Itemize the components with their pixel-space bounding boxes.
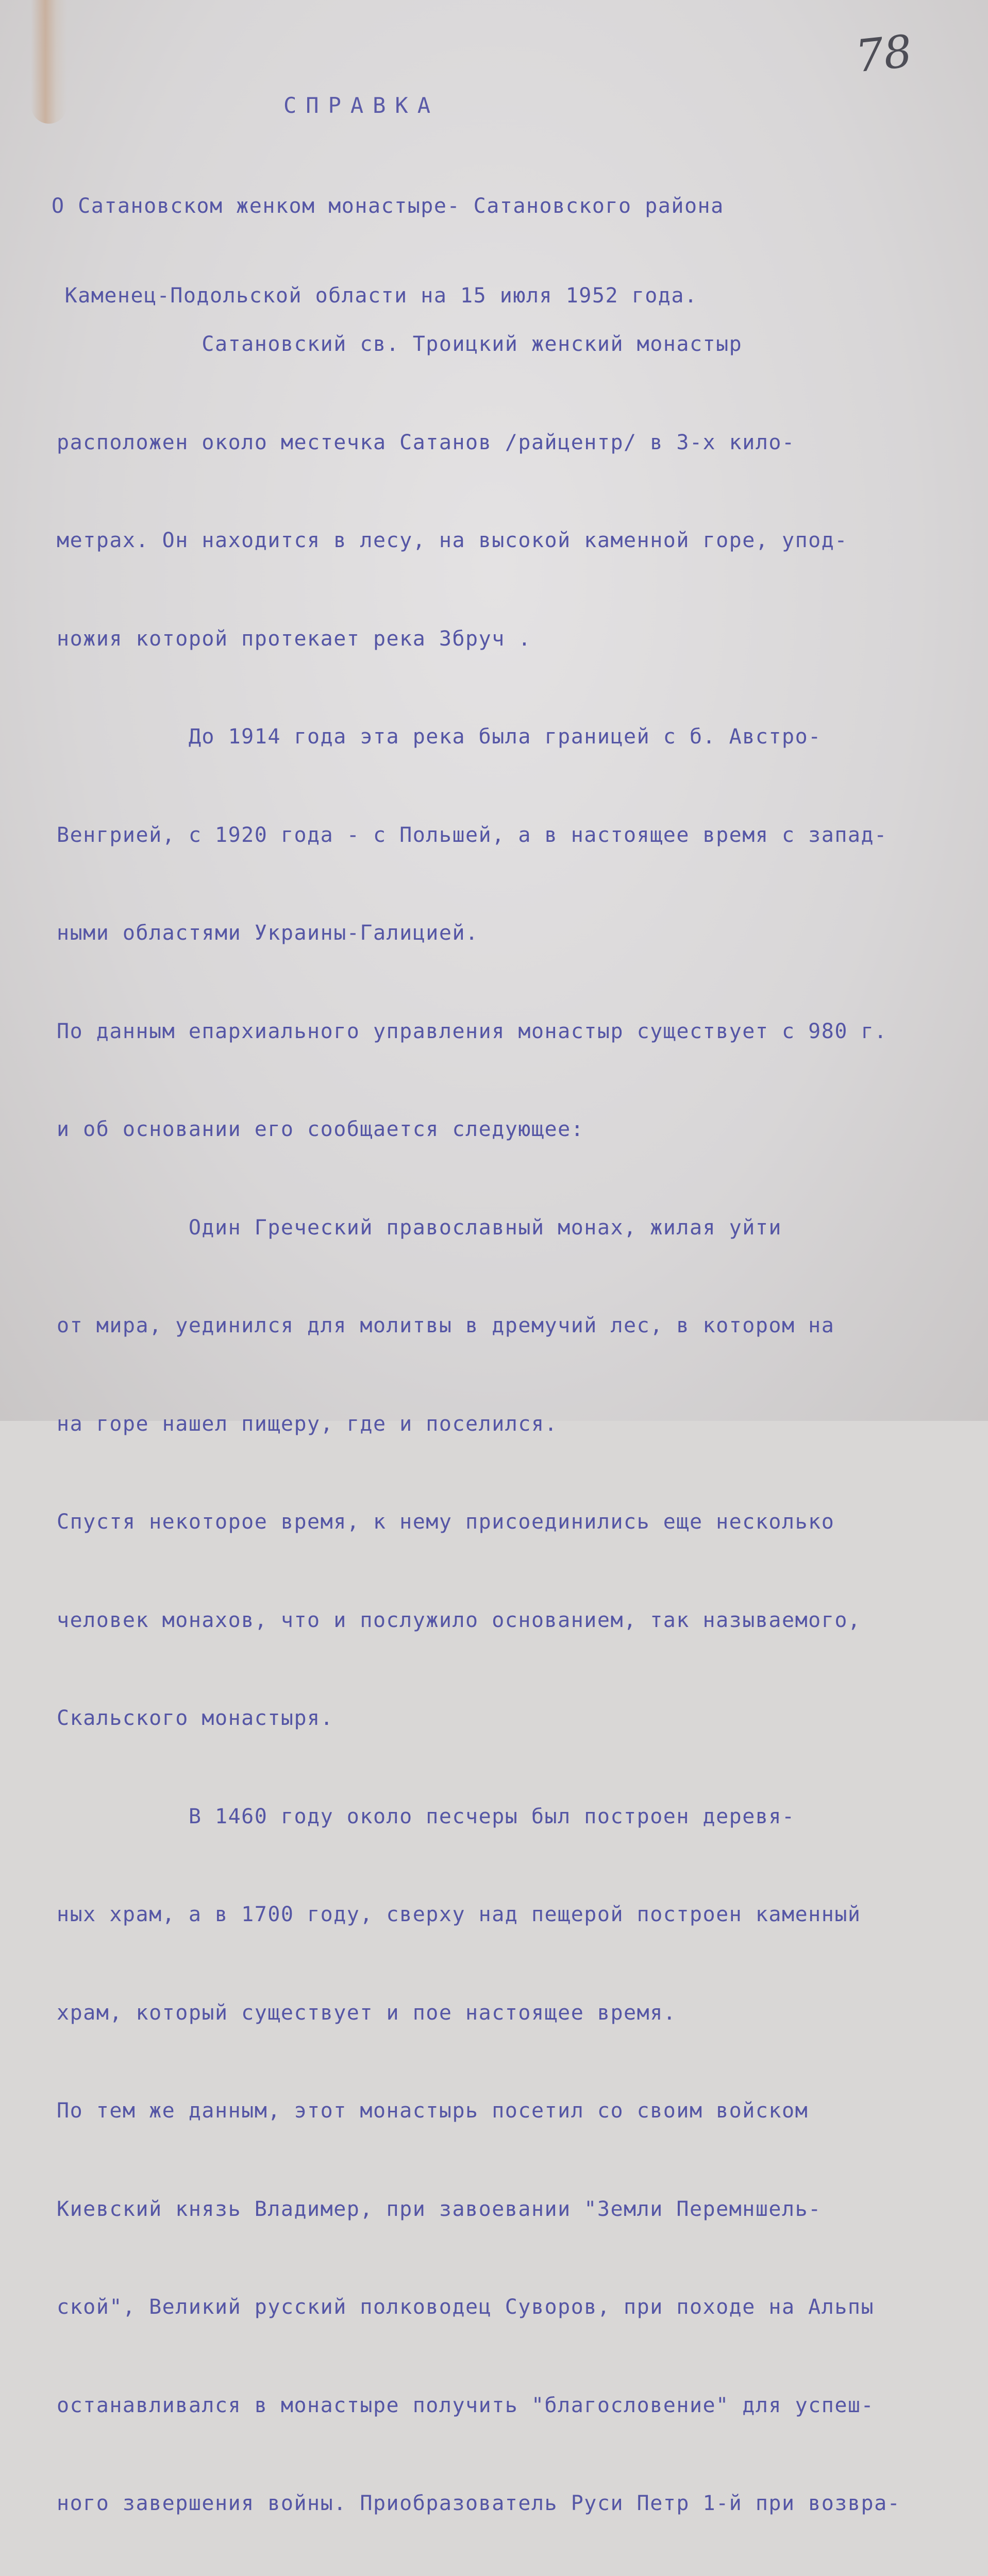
document-title: СПРАВКА [283, 93, 440, 118]
folio-number: 78 [853, 25, 915, 83]
body-line: ской", Великий русский полководец Суворов, при походе на Альпы [57, 2295, 875, 2319]
body-line: на горе нашел пищеру, где и поселился. [57, 1412, 558, 1436]
body-line: По тем же данным, этот монастырь посетил со своим войском [57, 2099, 809, 2123]
body-line: ных храм, а в 1700 году, сверху над пещерой построен каменный [57, 1903, 861, 1926]
body-line: останавливался в монастыре получить "благословение" для успеш- [57, 2393, 875, 2417]
body-line: ножия которой протекает река Збруч . [57, 626, 531, 651]
body-line: Киевский князь Владимер, при завоевании "Земли Перемншель- [57, 2197, 822, 2221]
body-line: ного завершения войны. Приобразователь Руси Петр 1-й при возвра- [57, 2492, 901, 2515]
body-line: человек монахов, что и послужило основанием, так называемого, [57, 1608, 861, 1632]
body-line: В 1460 году около песчеры был построен деревя- [57, 1804, 795, 1828]
body-line: и об основании его сообщается следующее: [57, 1117, 584, 1141]
body-line: от мира, уединился для молитвы в дремучий лес, в котором на [57, 1314, 835, 1337]
body-line: Один Греческий православный монах, жилая уйти [57, 1215, 782, 1240]
subtitle-line: Каменец-Подольской области на 15 июля 1952 года. [52, 284, 698, 308]
body-line: Сатановский св. Троицкий женский монастыр [57, 332, 743, 356]
binding-stain [31, 0, 67, 124]
body-line: Венгрией, с 1920 года - с Польшей, а в настоящее время с запад- [57, 823, 887, 847]
subtitle-line: О Сатановском женком монастыре- Сатановского района [52, 194, 724, 218]
body-line: ными областями Украины-Галицией. [57, 921, 479, 945]
document-body [57, 263, 900, 2576]
body-line: метрах. Он находится в лесу, на высокой каменной горе, упод- [57, 529, 848, 552]
body-line: Спустя некоторое время, к нему присоединились еще несколько [57, 1510, 835, 1534]
body-line: Скальского монастыря. [57, 1706, 334, 1730]
body-line: До 1914 года эта река была границей с б. Австро- [57, 725, 822, 749]
body-line: По данным епархиального управления монастыр существует с 980 г. [57, 1019, 887, 1043]
body-line: храм, который существует и пое настоящее время. [57, 2001, 677, 2025]
body-line: расположен около местечка Сатанов /райцентр/ в 3-х кило- [57, 430, 795, 454]
